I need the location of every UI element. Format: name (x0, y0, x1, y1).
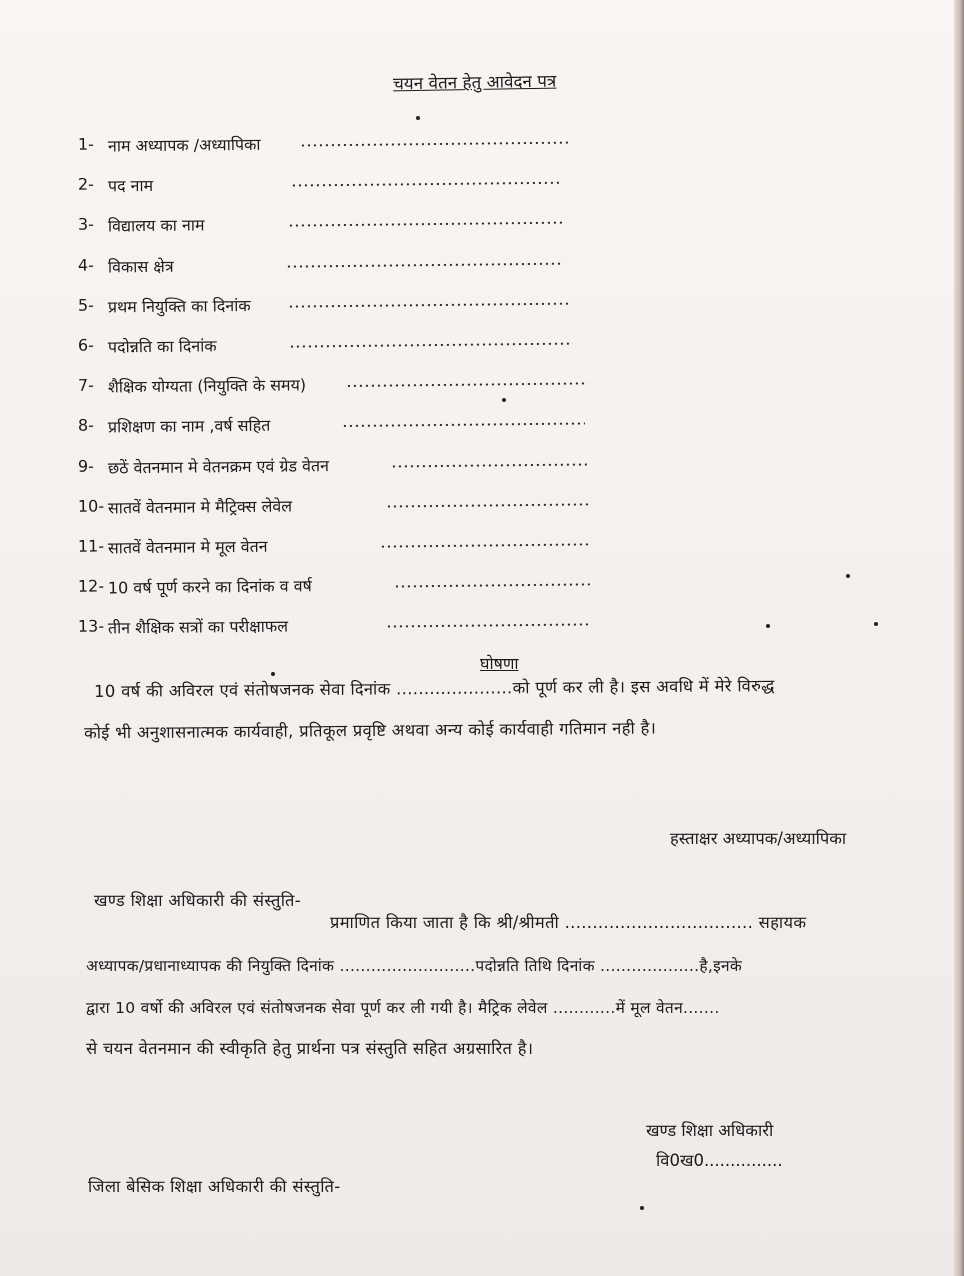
field-number: 9- (77, 456, 94, 476)
field-label: प्रशिक्षण का नाम ,वर्ष सहित (107, 416, 271, 437)
field-row (78, 611, 608, 657)
field-row (78, 250, 608, 296)
field-number: 13- (77, 616, 105, 637)
form-title: चयन वेतन हेतु आवेदन पत्र (392, 71, 557, 95)
fill-dots[interactable] (342, 423, 585, 428)
declaration-line-2: कोई भी अनुशासनात्मक कार्यवाही, प्रतिकूल प्रवृष्टि अथवा अन्य कोई कार्यवाही गतिमान नही है। (83, 718, 657, 743)
scan-speck (416, 116, 420, 120)
dbeo-heading: जिला बेसिक शिक्षा अधिकारी की संस्तुति- (88, 1177, 341, 1196)
field-number: 7- (77, 375, 94, 395)
field-number: 6- (77, 335, 94, 355)
fill-dots[interactable] (380, 543, 590, 547)
fill-dots[interactable] (386, 624, 592, 628)
field-row (78, 169, 608, 215)
declaration-heading: घोषणा (480, 654, 519, 673)
field-label: 10 वर्ष पूर्ण करने का दिनांक व वर्ष (107, 576, 312, 598)
teacher-signature-label: हस्ताक्षर अध्यापक/अध्यापिका (670, 829, 847, 848)
field-row (78, 451, 608, 497)
fill-dots[interactable] (286, 262, 564, 267)
field-number: 2- (77, 174, 94, 194)
fill-dots[interactable] (291, 182, 563, 187)
field-row (78, 330, 608, 376)
page-edge (954, 0, 964, 1276)
beo-line-2: अध्यापक/प्रधानाध्यापक की नियुक्ति दिनांक ..........................पदोन्नति तिथि दिनांक ...................है,इनके (86, 957, 743, 975)
field-row (78, 491, 608, 537)
fill-dots[interactable] (300, 142, 568, 147)
beo-signature-place: वि0ख0............... (656, 1151, 783, 1170)
field-row (78, 370, 608, 416)
field-label: प्रथम नियुक्ति का दिनांक (107, 295, 251, 317)
beo-line-1: प्रमाणित किया जाता है कि श्री/श्रीमती .................................. सहायक (330, 913, 807, 932)
field-row (78, 290, 608, 336)
beo-line-4: से चयन वेतनमान की स्वीकृति हेतु प्रार्थना पत्र संस्तुति सहित अग्रसारित है। (86, 1039, 534, 1058)
field-label: विद्यालय का नाम (107, 215, 205, 236)
scan-speck (874, 622, 878, 626)
fill-dots[interactable] (288, 222, 564, 227)
scan-speck (502, 398, 506, 402)
fill-dots[interactable] (289, 343, 573, 348)
beo-heading: खण्ड शिक्षा अधिकारी की संस्तुति- (94, 891, 301, 910)
field-number: 12- (77, 576, 105, 596)
field-number: 8- (77, 415, 94, 436)
field-label: छठें वेतनमान मे वेतनक्रम एवं ग्रेड वेतन (107, 455, 330, 477)
scan-speck (766, 624, 770, 628)
fill-dots[interactable] (391, 463, 587, 467)
field-number: 1- (77, 134, 94, 154)
field-row (78, 531, 608, 577)
field-row (78, 129, 608, 175)
field-label: पद नाम (107, 176, 154, 196)
field-label: शैक्षिक योग्यता (नियुक्ति के समय) (107, 375, 307, 397)
field-number: 11- (77, 536, 105, 556)
field-label: सातवें वेतनमान मे मूल वेतन (107, 536, 268, 558)
field-number: 3- (77, 214, 94, 235)
field-label: सातवें वेतनमान मे मैट्रिक्स लेवेल (107, 496, 293, 518)
field-label: विकास क्षेत्र (107, 256, 174, 277)
field-label: तीन शैक्षिक सत्रों का परीक्षाफल (107, 616, 289, 638)
fill-dots[interactable] (346, 383, 588, 388)
field-number: 5- (77, 295, 94, 315)
scan-speck (846, 574, 850, 578)
fill-dots[interactable] (394, 583, 590, 587)
fill-dots[interactable] (288, 302, 572, 307)
declaration-line-1: 10 वर्ष की अविरल एवं संतोषजनक सेवा दिनांक .....................को पूर्ण कर ली है। इस अवधि में मेरे विरुद्ध (93, 676, 775, 701)
field-row (78, 210, 608, 256)
field-label: नाम अध्यापक /अध्यापिका (107, 134, 261, 156)
fill-dots[interactable] (386, 503, 590, 507)
field-number: 10- (77, 496, 105, 516)
field-row (78, 411, 608, 457)
field-list (78, 132, 608, 654)
field-label: पदोन्नति का दिनांक (107, 336, 217, 357)
field-row (78, 571, 608, 617)
field-number: 4- (77, 255, 94, 275)
scan-speck (640, 1206, 644, 1210)
beo-signature-title: खण्ड शिक्षा अधिकारी (646, 1121, 774, 1140)
scan-speck (271, 672, 275, 676)
beo-line-3: द्वारा 10 वर्षो की अविरल एवं संतोषजनक सेवा पूर्ण कर ली गयी है। मैट्रिक लेवेल ............में मूल वेतन....... (86, 999, 720, 1017)
